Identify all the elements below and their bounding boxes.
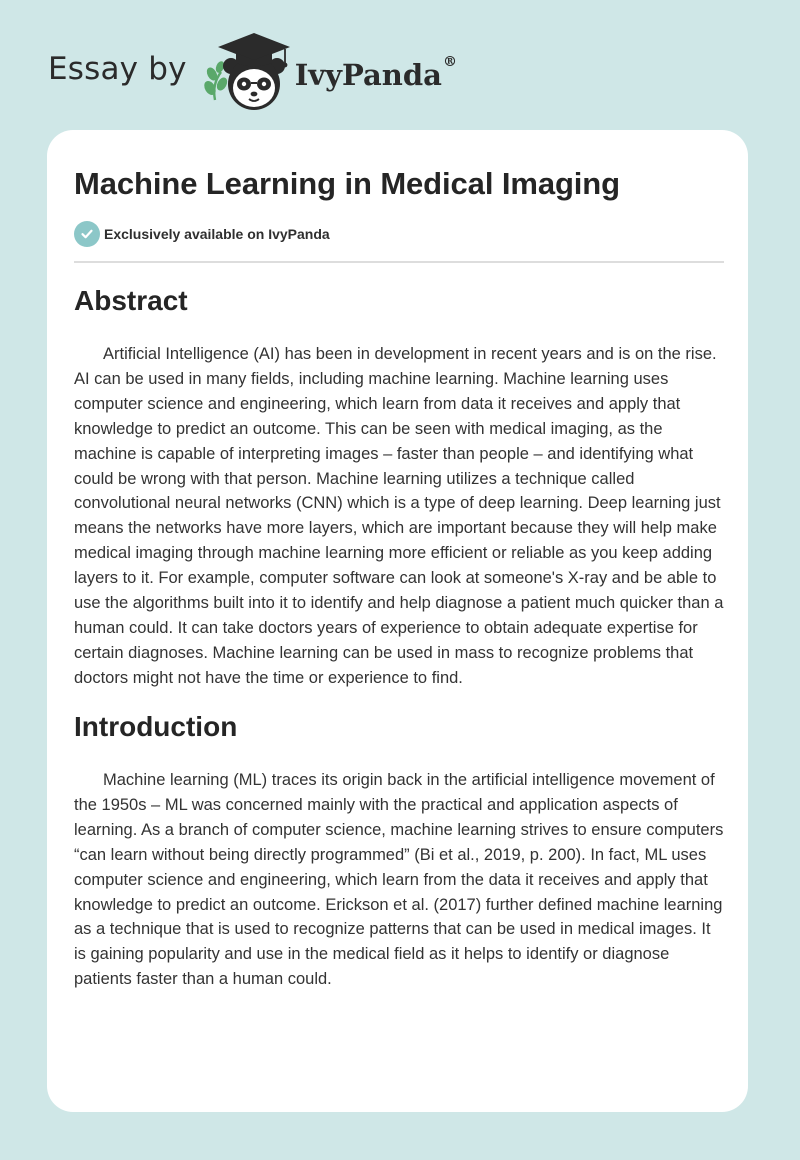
exclusive-badge — [74, 221, 330, 247]
brand-name-text: IvyPanda — [294, 58, 442, 92]
essay-card — [47, 130, 748, 1112]
check-circle-icon — [74, 221, 100, 247]
paragraph-abstract: Artificial Intelligence (AI) has been in development in recent years and is on the rise. AI can be used in many fields, including machine learning. Machine learning uses computer science and engineering, which learn from data it receives and apply that knowledge to predict an outcome. This can be seen with medical imaging, as the machine is capable of interpreting images – faster than people – and identifying what could be wrong with that person. Machine learning utilizes a technique called convolutional neural networks (CNN) which is a type of deep learning. Deep learning just means the networks have more layers, which are important because they will help make medical imaging through machine learning more efficient or reliable as you keep adding layers to it. For example, computer software can look at someone's X-ray and be able to use the algorithms built into it to identify and help diagnose a patient much quicker than a human could. It can take doctors years of experience to obtain adequate expertise for certain diagnoses. Machine learning can be used in mass to recognize problems that doctors might not have the time or experience to find. — [74, 345, 724, 687]
section-heading-abstract: Abstract — [74, 285, 188, 316]
site-header — [48, 30, 457, 114]
exclusive-text: Exclusively available on IvyPanda — [104, 226, 330, 242]
essay-title: Machine Learning in Medical Imaging — [74, 166, 620, 201]
panda-logo-icon[interactable] — [201, 30, 293, 114]
title-divider — [74, 261, 724, 263]
section-heading-introduction: Introduction — [74, 711, 238, 742]
registered-mark: ® — [442, 54, 457, 70]
paragraph-introduction: Machine learning (ML) traces its origin back in the artificial intelligence movement of the 1950s – ML was concerned mainly with the practical and application aspects of learning. As a branch of computer science, machine learning strives to ensure computers “can learn without being directly programmed” (Bi et al., 2019, p. 200). In fact, ML uses computer science and engineering, which learn from the data it receives and apply that knowledge to predict an outcome. Erickson et al. (2017) further defined machine learning as a technique that is used to recognize patterns that can be used in medical images. It is gaining popularity and use in the medical field as it helps to identify or diagnose patients faster than a human could. — [74, 771, 724, 989]
brand-name[interactable] — [294, 54, 457, 92]
essay-by-label: Essay by — [48, 51, 187, 87]
